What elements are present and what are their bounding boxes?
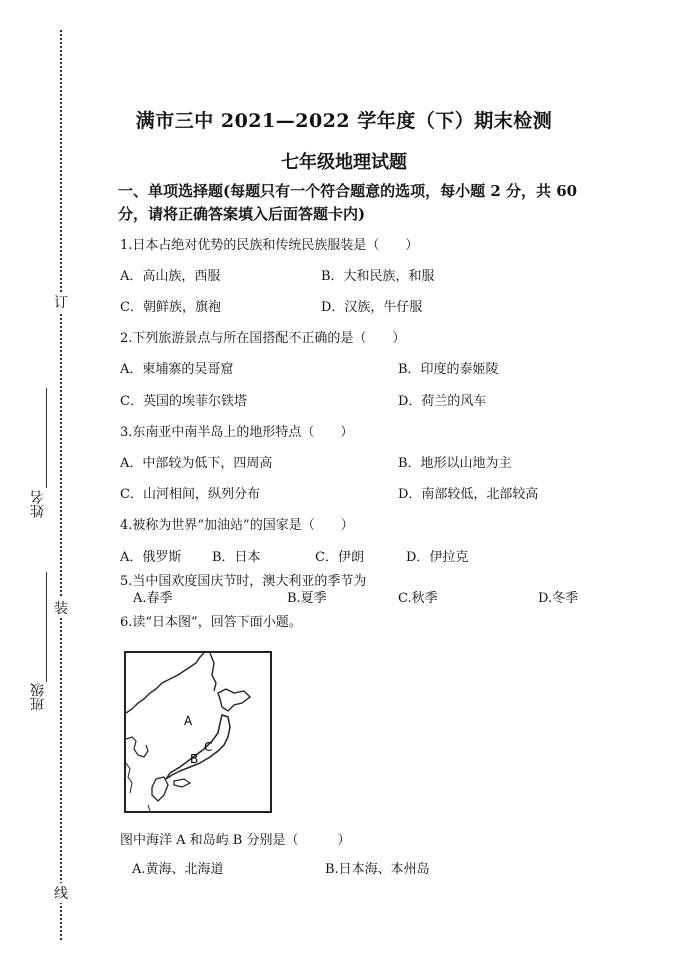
ryukyu-islands bbox=[148, 805, 150, 811]
option-b: B．印度的泰姬陵 bbox=[398, 362, 499, 377]
exam-title: 满市三中 2021—2022 学年度（下）期末检测 bbox=[135, 110, 553, 132]
option-c: C．朝鲜族，旗袍 bbox=[120, 300, 221, 315]
class-underline bbox=[46, 572, 47, 682]
map-label-b: B bbox=[190, 752, 199, 766]
question-sub-stem: 图中海洋 A 和岛屿 B 分别是（ ） bbox=[120, 833, 351, 848]
option-b: B.夏季 bbox=[287, 591, 327, 606]
japan-map bbox=[124, 651, 272, 813]
map-label-a: A bbox=[184, 714, 193, 728]
option-a: A．俄罗斯 bbox=[120, 550, 182, 565]
option-a: A.黄海、北海道 bbox=[132, 862, 224, 877]
option-a: A.春季 bbox=[133, 591, 173, 606]
korea-coast bbox=[126, 737, 148, 757]
question-stem: 2.下列旅游景点与所在国搭配不正确的是（ ） bbox=[120, 331, 406, 346]
exam-subtitle: 七年级地理试题 bbox=[281, 152, 407, 173]
option-b: B.日本海、本州岛 bbox=[325, 862, 430, 877]
option-a: A．中部较为低下，四周高 bbox=[120, 456, 273, 471]
option-c: C.秋季 bbox=[398, 591, 438, 606]
name-label: 姓名 bbox=[30, 490, 46, 518]
section-heading: 一、单项选择题(每题只有一个符合题意的选项，每小题 2 分，共 60 分，请将正确答案填入后面答题卡内) bbox=[118, 182, 578, 223]
option-c: C．英国的埃菲尔铁塔 bbox=[120, 394, 247, 409]
binding-ding-label: 订 bbox=[54, 292, 68, 312]
option-d: D．南部较低，北部较高 bbox=[398, 487, 539, 502]
honshu-island bbox=[166, 715, 230, 779]
shikoku-island bbox=[174, 779, 190, 787]
option-c: C．伊朗 bbox=[315, 550, 364, 565]
name-underline bbox=[46, 388, 47, 488]
option-a: A．高山族，西服 bbox=[120, 269, 221, 284]
china-coast bbox=[126, 763, 132, 793]
option-b: B．大和民族，和服 bbox=[321, 269, 435, 284]
question-stem: 1.日本占绝对优势的民族和传统民族服装是（ ） bbox=[120, 238, 419, 253]
hokkaido-island bbox=[218, 689, 250, 711]
sakhalin-island bbox=[210, 653, 216, 691]
option-b: B．地形以山地为主 bbox=[398, 456, 512, 471]
question-stem: 3.东南亚中南半岛上的地形特点（ ） bbox=[120, 425, 354, 440]
question-stem: 5.当中国欢度国庆节时，澳大利亚的季节为 bbox=[120, 574, 367, 589]
option-d: D.冬季 bbox=[538, 591, 579, 606]
map-label-c: C bbox=[204, 740, 213, 754]
option-b: B．日本 bbox=[212, 550, 261, 565]
option-d: D．荷兰的风车 bbox=[398, 394, 487, 409]
binding-zhuang-label: 装 bbox=[54, 598, 68, 618]
binding-xian-label: 线 bbox=[54, 883, 68, 903]
question-stem: 4.被称为世界“加油站”的国家是（ ） bbox=[120, 518, 354, 533]
option-c: C．山河相间，纵列分布 bbox=[120, 487, 260, 502]
option-d: D．伊拉克 bbox=[406, 550, 469, 565]
mainland-coast bbox=[126, 653, 204, 713]
kyushu-island bbox=[152, 777, 168, 801]
option-a: A．柬埔寨的吴哥窟 bbox=[120, 362, 234, 377]
option-d: D．汉族，牛仔服 bbox=[321, 300, 423, 315]
question-stem: 6.读“日本图”，回答下面小题。 bbox=[120, 615, 302, 630]
class-label: 班级 bbox=[30, 683, 46, 711]
